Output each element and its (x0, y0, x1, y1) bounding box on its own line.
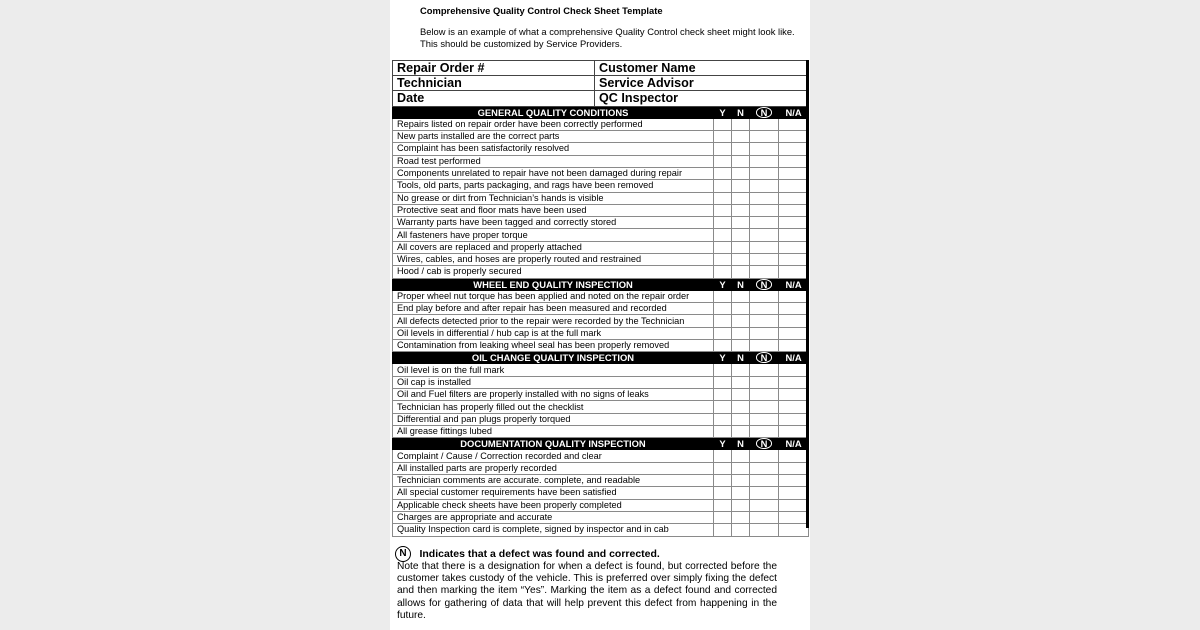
checklist-row (393, 254, 809, 266)
checkbox-na[interactable] (779, 376, 809, 388)
checklist-row (393, 315, 809, 327)
checkbox-yes[interactable] (714, 131, 732, 143)
checkbox-na[interactable] (779, 475, 809, 487)
checklist-row (393, 327, 809, 339)
checkbox-na[interactable] (779, 303, 809, 315)
checkbox-yes[interactable] (714, 462, 732, 474)
checkbox-corrected[interactable] (750, 180, 779, 192)
checklist-item-text: Tools, old parts, parts packaging, and rags have been removed (393, 180, 714, 192)
checkbox-yes[interactable] (714, 376, 732, 388)
circled-n-symbol: N (395, 546, 411, 562)
checkbox-corrected[interactable] (750, 475, 779, 487)
checkbox-corrected[interactable] (750, 364, 779, 376)
checkbox-yes[interactable] (714, 167, 732, 179)
checkbox-na[interactable] (779, 143, 809, 155)
checkbox-no[interactable] (732, 167, 750, 179)
checkbox-na[interactable] (779, 204, 809, 216)
checkbox-yes[interactable] (714, 290, 732, 302)
checkbox-yes[interactable] (714, 254, 732, 266)
checkbox-yes[interactable] (714, 487, 732, 499)
checkbox-na[interactable] (779, 180, 809, 192)
checklist-item-text: All fasteners have proper torque (393, 229, 714, 241)
checklist-row (393, 475, 809, 487)
checklist-item-text: Complaint / Cause / Correction recorded and clear (393, 450, 714, 462)
checklist-row (393, 167, 809, 179)
checklist-item-text: Applicable check sheets have been properly completed (393, 499, 714, 511)
circled-n-label: N (756, 438, 773, 449)
checklist-item-text: Hood / cab is properly secured (393, 266, 714, 278)
checkbox-corrected[interactable] (750, 303, 779, 315)
checkbox-no[interactable] (732, 241, 750, 253)
checklist-item-text: Warranty parts have been tagged and correctly stored (393, 217, 714, 229)
checkbox-yes[interactable] (714, 266, 732, 278)
checkbox-no[interactable] (732, 229, 750, 241)
checklist-item-text: All covers are replaced and properly attached (393, 241, 714, 253)
checklist-row (393, 266, 809, 278)
checkbox-corrected[interactable] (750, 450, 779, 462)
checklist-row (393, 425, 809, 437)
column-na: N/A (779, 278, 809, 290)
checkbox-no[interactable] (732, 303, 750, 315)
checkbox-yes[interactable] (714, 327, 732, 339)
checklist-item-text: New parts installed are the correct parts (393, 131, 714, 143)
checkbox-yes[interactable] (714, 118, 732, 130)
checklist-row (393, 499, 809, 511)
checklist-row (393, 192, 809, 204)
column-yes: Y (714, 352, 732, 364)
checkbox-no[interactable] (732, 475, 750, 487)
checkbox-corrected[interactable] (750, 167, 779, 179)
checkbox-na[interactable] (779, 241, 809, 253)
checkbox-na[interactable] (779, 155, 809, 167)
document-page (390, 0, 810, 630)
checkbox-yes[interactable] (714, 364, 732, 376)
checklist-item-text: Oil level is on the full mark (393, 364, 714, 376)
checkbox-yes[interactable] (714, 389, 732, 401)
checklist-item-text: Proper wheel nut torque has been applied and noted on the repair order (393, 290, 714, 302)
checkbox-no[interactable] (732, 180, 750, 192)
section-title: OIL CHANGE QUALITY INSPECTION (393, 352, 714, 364)
checkbox-no[interactable] (732, 376, 750, 388)
checkbox-no[interactable] (732, 155, 750, 167)
column-no: N (732, 438, 750, 450)
checkbox-no[interactable] (732, 413, 750, 425)
checkbox-no[interactable] (732, 118, 750, 130)
checklist-row (393, 155, 809, 167)
checkbox-no[interactable] (732, 290, 750, 302)
circled-n-label: N (756, 352, 773, 363)
checkbox-na[interactable] (779, 511, 809, 523)
checkbox-corrected[interactable] (750, 254, 779, 266)
checkbox-yes[interactable] (714, 204, 732, 216)
checkbox-no[interactable] (732, 425, 750, 437)
checkbox-yes[interactable] (714, 217, 732, 229)
column-na: N/A (779, 106, 809, 118)
checkbox-no[interactable] (732, 524, 750, 536)
checklist-row (393, 241, 809, 253)
checkbox-corrected[interactable] (750, 229, 779, 241)
checklist-item-text: Complaint has been satisfactorily resolved (393, 143, 714, 155)
checkbox-yes[interactable] (714, 425, 732, 437)
checkbox-no[interactable] (732, 315, 750, 327)
checkbox-na[interactable] (779, 327, 809, 339)
checklist-row (393, 131, 809, 143)
checklist-row (393, 180, 809, 192)
section-header-row (393, 352, 809, 364)
checkbox-corrected[interactable] (750, 401, 779, 413)
checkbox-yes[interactable] (714, 475, 732, 487)
checklist-row (393, 118, 809, 130)
checkbox-corrected[interactable] (750, 524, 779, 536)
column-corrected (750, 352, 779, 364)
table-right-border (806, 60, 809, 528)
checklist-row (393, 303, 809, 315)
checklist-row (393, 376, 809, 388)
checkbox-no[interactable] (732, 143, 750, 155)
checkbox-na[interactable] (779, 315, 809, 327)
checkbox-corrected[interactable] (750, 327, 779, 339)
checkbox-no[interactable] (732, 204, 750, 216)
checklist-row (393, 389, 809, 401)
checkbox-corrected[interactable] (750, 462, 779, 474)
checkbox-corrected[interactable] (750, 241, 779, 253)
column-no: N (732, 278, 750, 290)
column-no: N (732, 106, 750, 118)
checkbox-corrected[interactable] (750, 376, 779, 388)
checkbox-na[interactable] (779, 524, 809, 536)
checklist-row (393, 413, 809, 425)
section-header-row (393, 278, 809, 290)
section-header-row (393, 438, 809, 450)
header-row (393, 61, 809, 76)
checklist-item-text: Oil and Fuel filters are properly installed with no signs of leaks (393, 389, 714, 401)
checklist-row (393, 450, 809, 462)
checkbox-yes[interactable] (714, 229, 732, 241)
checklist-row (393, 204, 809, 216)
checkbox-corrected[interactable] (750, 204, 779, 216)
checklist-item-text: Road test performed (393, 155, 714, 167)
checkbox-corrected[interactable] (750, 389, 779, 401)
checkbox-corrected[interactable] (750, 315, 779, 327)
checkbox-no[interactable] (732, 462, 750, 474)
section-title: DOCUMENTATION QUALITY INSPECTION (393, 438, 714, 450)
checkbox-na[interactable] (779, 229, 809, 241)
legend-heading: Indicates that a defect was found and corrected. (419, 547, 660, 560)
checkbox-corrected[interactable] (750, 499, 779, 511)
checklist-item-text: Components unrelated to repair have not been damaged during repair (393, 167, 714, 179)
checkbox-yes[interactable] (714, 143, 732, 155)
checkbox-na[interactable] (779, 118, 809, 130)
checkbox-corrected[interactable] (750, 192, 779, 204)
column-corrected (750, 278, 779, 290)
checklist-item-text: Technician comments are accurate. complete, and readable (393, 475, 714, 487)
legend-note: Note that there is a designation for when a defect is found, but corrected before the customer takes custody of the vehicle. This is preferred over simply fixing the defect and then marking the item “Yes”. Marking the item as a defect found and corrected allows for gathering of data that will help prevent this defect from happening in the future. (397, 561, 777, 621)
column-yes: Y (714, 438, 732, 450)
checkbox-corrected[interactable] (750, 155, 779, 167)
checkbox-na[interactable] (779, 254, 809, 266)
checklist-row (393, 487, 809, 499)
checklist-item-text: All defects detected prior to the repair were recorded by the Technician (393, 315, 714, 327)
header-field-label: Date (393, 91, 595, 106)
checkbox-corrected[interactable] (750, 131, 779, 143)
checkbox-na[interactable] (779, 192, 809, 204)
checklist-item-text: Oil levels in differential / hub cap is at the full mark (393, 327, 714, 339)
checkbox-yes[interactable] (714, 155, 732, 167)
checklist-row (393, 401, 809, 413)
checklist-row (393, 229, 809, 241)
column-no: N (732, 352, 750, 364)
checklist-item-text: All installed parts are properly recorded (393, 462, 714, 474)
checkbox-na[interactable] (779, 462, 809, 474)
checkbox-corrected[interactable] (750, 143, 779, 155)
checkbox-corrected[interactable] (750, 425, 779, 437)
section-title: GENERAL QUALITY CONDITIONS (393, 106, 714, 118)
checkbox-no[interactable] (732, 499, 750, 511)
section-title: WHEEL END QUALITY INSPECTION (393, 278, 714, 290)
checkbox-na[interactable] (779, 167, 809, 179)
checkbox-na[interactable] (779, 339, 809, 351)
header-field-label: Technician (393, 76, 595, 91)
checkbox-na[interactable] (779, 413, 809, 425)
checkbox-yes[interactable] (714, 180, 732, 192)
checkbox-corrected[interactable] (750, 413, 779, 425)
checkbox-no[interactable] (732, 192, 750, 204)
checklist-item-text: Technician has properly filled out the checklist (393, 401, 714, 413)
header-field-label: Service Advisor (595, 76, 809, 91)
checkbox-na[interactable] (779, 401, 809, 413)
checkbox-na[interactable] (779, 364, 809, 376)
checkbox-no[interactable] (732, 401, 750, 413)
checklist-item-text: Contamination from leaking wheel seal has been properly removed (393, 339, 714, 351)
header-field-label: Customer Name (595, 61, 809, 76)
column-na: N/A (779, 352, 809, 364)
checkbox-no[interactable] (732, 389, 750, 401)
checklist-item-text: Oil cap is installed (393, 376, 714, 388)
intro-paragraph: Below is an example of what a comprehensive Quality Control check sheet might look like. This should be customized by Service Providers. (420, 26, 795, 49)
checkbox-yes[interactable] (714, 511, 732, 523)
header-row (393, 76, 809, 91)
checklist-row (393, 524, 809, 536)
circled-n-label: N (756, 107, 773, 118)
legend (395, 545, 777, 622)
checkbox-no[interactable] (732, 450, 750, 462)
checkbox-corrected[interactable] (750, 511, 779, 523)
checklist-item-text: No grease or dirt from Technician’s hands is visible (393, 192, 714, 204)
checklist-item-text: Repairs listed on repair order have been correctly performed (393, 118, 714, 130)
checkbox-no[interactable] (732, 339, 750, 351)
column-corrected (750, 438, 779, 450)
checkbox-na[interactable] (779, 389, 809, 401)
circled-n-label: N (756, 279, 773, 290)
checklist-item-text: Protective seat and floor mats have been used (393, 204, 714, 216)
checklist-row (393, 462, 809, 474)
checkbox-corrected[interactable] (750, 266, 779, 278)
check-sheet-table (392, 60, 809, 537)
column-corrected (750, 106, 779, 118)
checklist-item-text: End play before and after repair has been measured and recorded (393, 303, 714, 315)
checklist-item-text: Wires, cables, and hoses are properly routed and restrained (393, 254, 714, 266)
checklist-item-text: Differential and pan plugs properly torqued (393, 413, 714, 425)
checkbox-yes[interactable] (714, 315, 732, 327)
checkbox-na[interactable] (779, 450, 809, 462)
checkbox-yes[interactable] (714, 192, 732, 204)
checkbox-na[interactable] (779, 499, 809, 511)
checkbox-na[interactable] (779, 290, 809, 302)
column-na: N/A (779, 438, 809, 450)
checklist-item-text: Quality Inspection card is complete, signed by inspector and in cab (393, 524, 714, 536)
checkbox-no[interactable] (732, 364, 750, 376)
header-field-label: QC Inspector (595, 91, 809, 106)
checkbox-yes[interactable] (714, 413, 732, 425)
checkbox-corrected[interactable] (750, 339, 779, 351)
checkbox-yes[interactable] (714, 241, 732, 253)
checklist-row (393, 290, 809, 302)
checkbox-corrected[interactable] (750, 487, 779, 499)
checkbox-corrected[interactable] (750, 217, 779, 229)
checkbox-no[interactable] (732, 217, 750, 229)
checkbox-no[interactable] (732, 327, 750, 339)
checkbox-na[interactable] (779, 425, 809, 437)
checkbox-no[interactable] (732, 131, 750, 143)
checklist-row (393, 143, 809, 155)
column-yes: Y (714, 278, 732, 290)
checkbox-corrected[interactable] (750, 118, 779, 130)
checkbox-yes[interactable] (714, 303, 732, 315)
checkbox-yes[interactable] (714, 339, 732, 351)
checklist-item-text: Charges are appropriate and accurate (393, 511, 714, 523)
checkbox-na[interactable] (779, 217, 809, 229)
document-title: Comprehensive Quality Control Check Sheet Template (420, 5, 663, 16)
checkbox-na[interactable] (779, 266, 809, 278)
checkbox-na[interactable] (779, 131, 809, 143)
checklist-row (393, 364, 809, 376)
checklist-item-text: All grease fittings lubed (393, 425, 714, 437)
section-header-row (393, 106, 809, 118)
checkbox-no[interactable] (732, 511, 750, 523)
checkbox-no[interactable] (732, 487, 750, 499)
checkbox-yes[interactable] (714, 401, 732, 413)
checkbox-corrected[interactable] (750, 290, 779, 302)
checkbox-no[interactable] (732, 266, 750, 278)
column-yes: Y (714, 106, 732, 118)
header-field-label: Repair Order # (393, 61, 595, 76)
checklist-item-text: All special customer requirements have been satisfied (393, 487, 714, 499)
checklist-row (393, 511, 809, 523)
checklist-row (393, 339, 809, 351)
checkbox-yes[interactable] (714, 524, 732, 536)
checkbox-yes[interactable] (714, 450, 732, 462)
checklist-row (393, 217, 809, 229)
header-row (393, 91, 809, 106)
checkbox-yes[interactable] (714, 499, 732, 511)
checkbox-no[interactable] (732, 254, 750, 266)
checkbox-na[interactable] (779, 487, 809, 499)
